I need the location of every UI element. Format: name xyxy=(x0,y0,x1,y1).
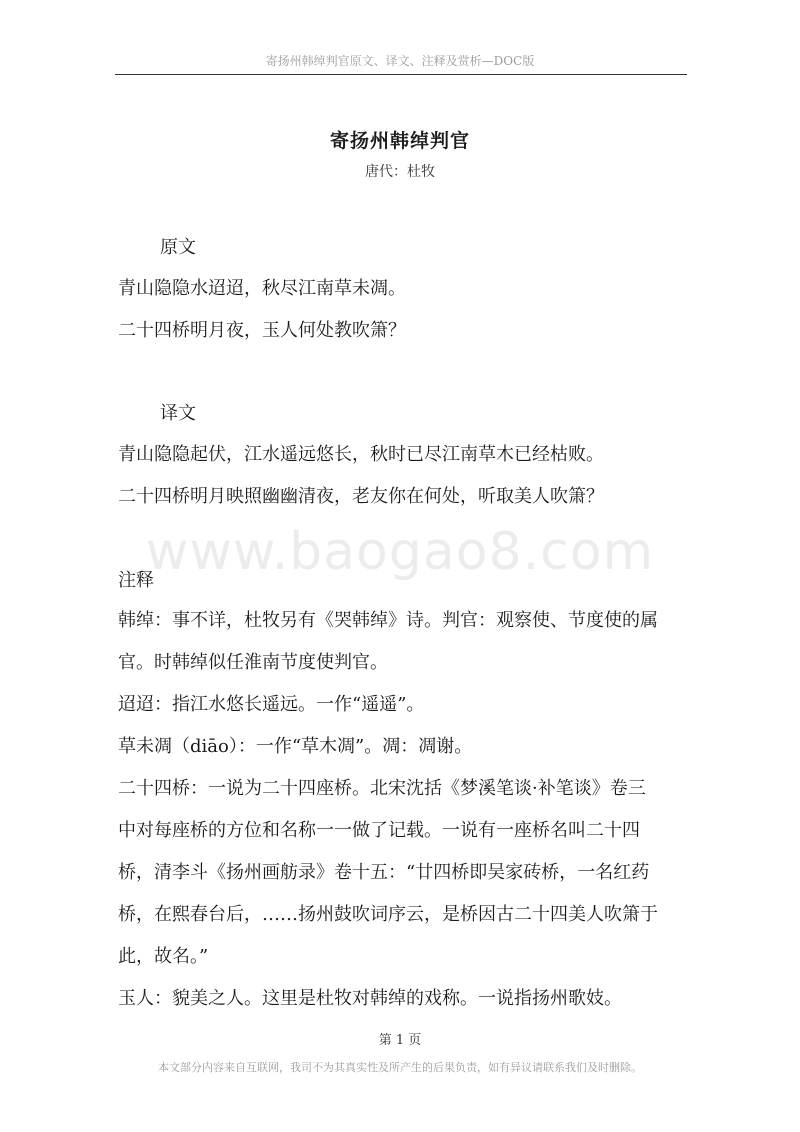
poem-line: 二十四桥明月夜，玉人何处教吹箫？ xyxy=(118,320,406,341)
note-line: 迢迢：指江水悠长遥远。一作“遥遥”。 xyxy=(118,694,425,715)
note-line: 玉人：貌美之人。这里是杜牧对韩绰的戏称。一说指扬州歌妓。 xyxy=(118,988,622,1009)
note-line: 桥，清李斗《扬州画舫录》卷十五：“廿四桥即吴家砖桥，一名红药 xyxy=(118,862,650,883)
note-line: 桥，在熙春台后，……扬州鼓吹词序云，是桥因古二十四美人吹箫于 xyxy=(118,904,658,925)
watermark: www.baogao8.com xyxy=(145,522,655,582)
page-footer: 本文部分内容来自互联网，我司不为其真实性及所产生的后果负责，如有异议请联系我们及时删除。 xyxy=(158,1061,642,1074)
note-line: 二十四桥：一说为二十四座桥。北宋沈括《梦溪笔谈·补笔谈》卷三 xyxy=(118,778,646,799)
note-line: 中对每座桥的方位和名称一一做了记载。一说有一座桥名叫二十四 xyxy=(118,820,640,841)
note-line: 此，故名。” xyxy=(118,946,209,967)
page-number: 第 1 页 xyxy=(378,1033,422,1048)
note-line: 韩绰：事不详，杜牧另有《哭韩绰》诗。判官：观察使、节度使的属 xyxy=(118,610,658,631)
translation-line: 青山隐隐起伏，江水遥远悠长，秋时已尽江南草木已经枯败。 xyxy=(118,444,604,465)
section-heading-yuanwen: 原文 xyxy=(160,237,196,258)
section-heading-yiwen: 译文 xyxy=(160,403,196,424)
note-line: 官。时韩绰似任淮南节度使判官。 xyxy=(118,652,388,673)
section-heading-zhushi: 注释 xyxy=(118,570,154,591)
poem-line: 青山隐隐水迢迢，秋尽江南草未凋。 xyxy=(118,278,406,299)
page-header: 寄扬州韩绰判官原文、译文、注释及赏析—DOC版 xyxy=(265,54,535,68)
poem-author: 唐代：杜牧 xyxy=(365,164,435,180)
note-line: 草未凋（diāo）：一作“草木凋”。凋：凋谢。 xyxy=(118,736,473,757)
header-rule xyxy=(115,74,687,75)
poem-title: 寄扬州韩绰判官 xyxy=(329,130,470,152)
translation-line: 二十四桥明月映照幽幽清夜，老友你在何处，听取美人吹箫？ xyxy=(118,486,604,507)
